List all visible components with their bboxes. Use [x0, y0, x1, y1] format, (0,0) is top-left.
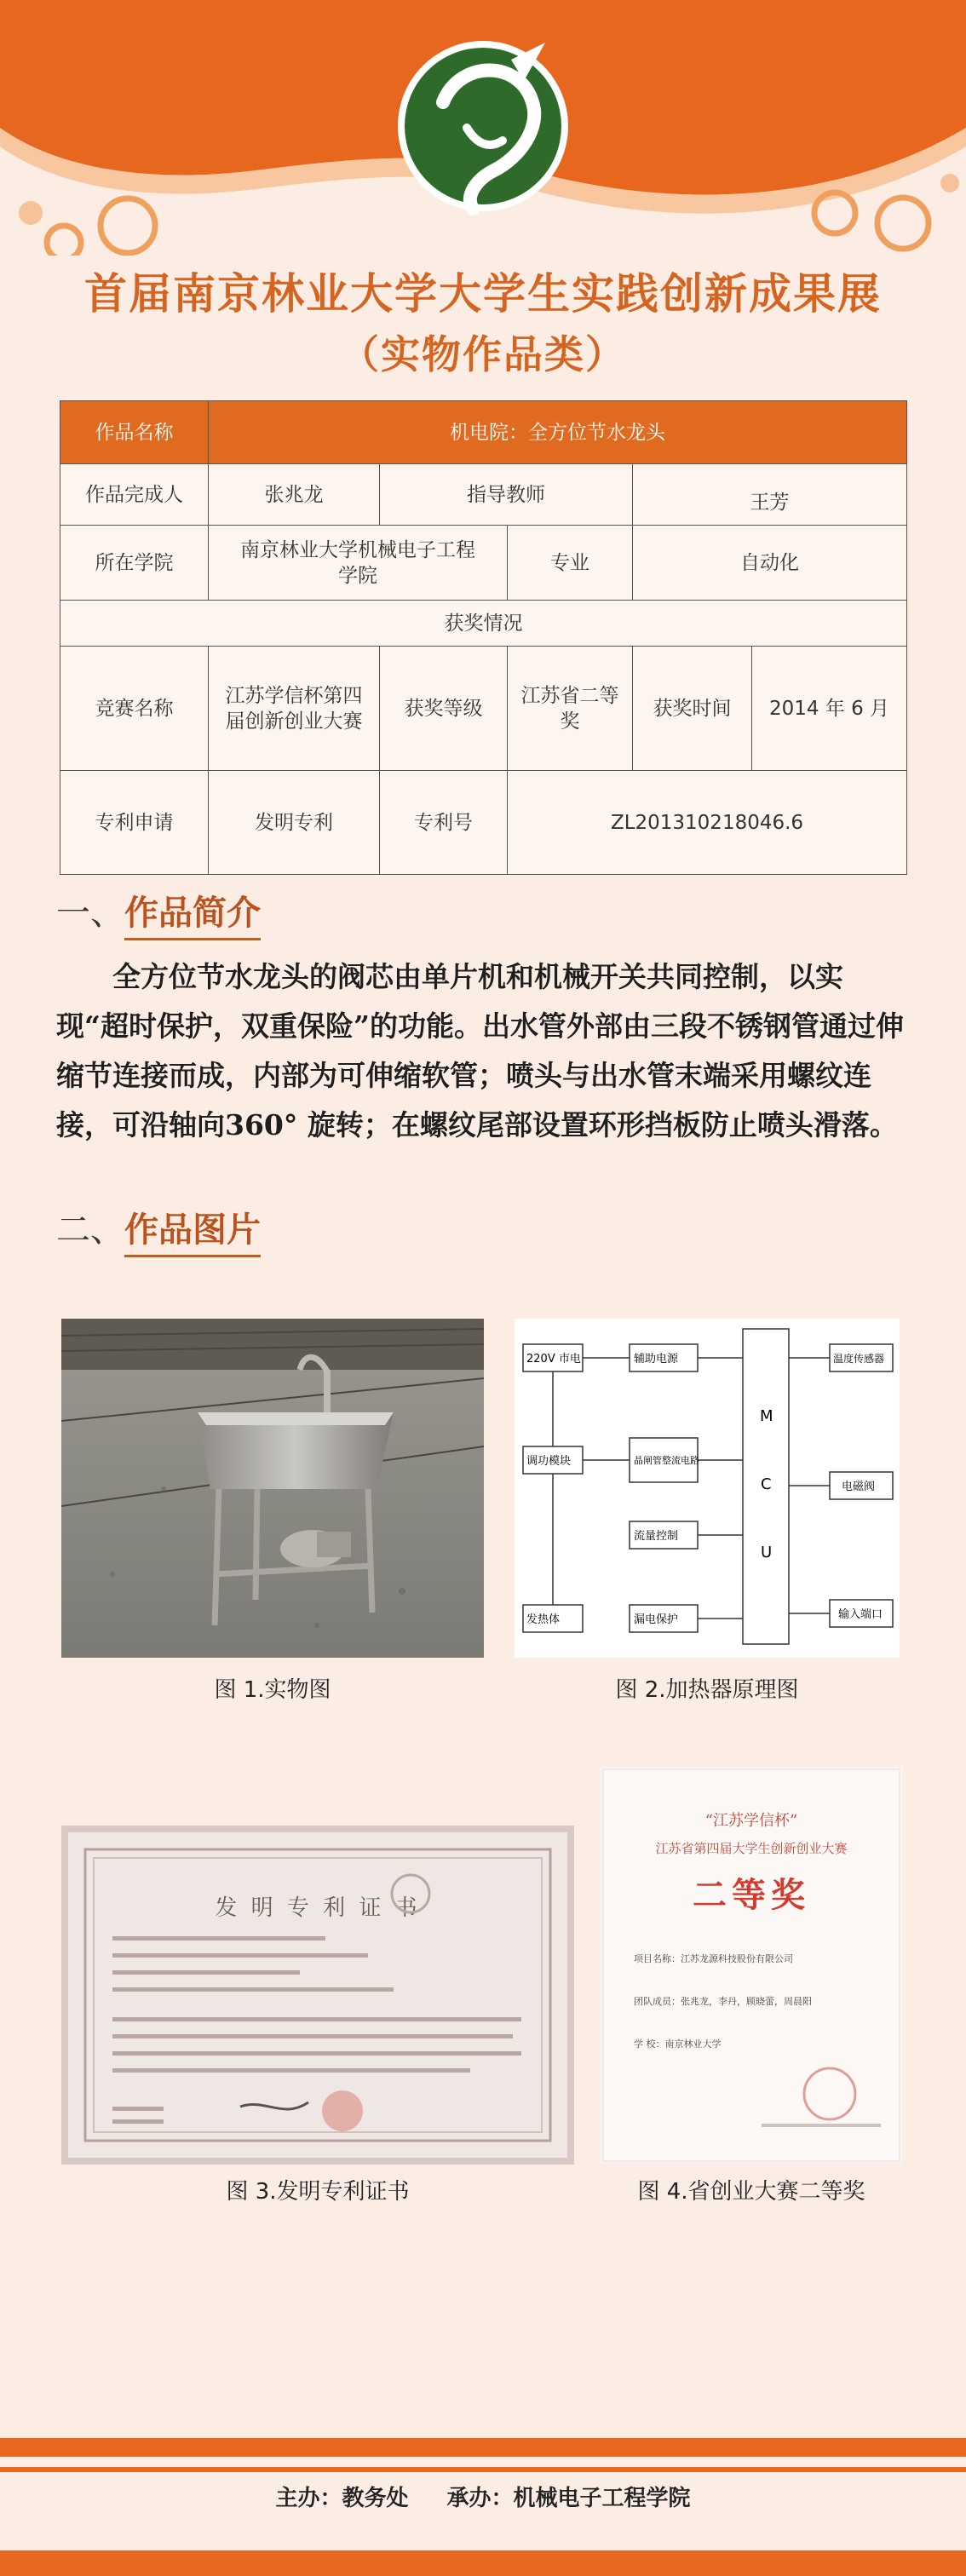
diagram-heater: 发热体: [526, 1613, 561, 1626]
major-value: 自动化: [633, 526, 907, 601]
figure-1-photo: [61, 1319, 484, 1658]
patent-no-label: 专利号: [380, 771, 508, 875]
diagram-mcu-c: C: [761, 1475, 772, 1493]
footer-band-bottom: [0, 2550, 966, 2576]
page-subtitle: （实物作品类）: [340, 331, 626, 377]
completer-label: 作品完成人: [60, 464, 209, 526]
diagram-mcu-m: M: [760, 1407, 773, 1425]
award-project: 项目名称：江苏龙源科技股份有限公司: [634, 1953, 793, 1964]
footer-band-top: [0, 2438, 966, 2457]
diagram-thyristor: 晶闸管整流电路: [634, 1455, 699, 1466]
figure-4-caption: 图 4.省创业大赛二等奖: [637, 2179, 865, 2205]
competition-label: 竞赛名称: [60, 647, 209, 771]
diagram-input-port: 输入端口: [838, 1608, 883, 1621]
diagram-aux-power: 辅助电源: [634, 1353, 679, 1366]
page-title: 首届南京林业大学大学生实践创新成果展: [84, 268, 882, 319]
college-label: 所在学院: [60, 526, 209, 601]
diagram-temp-sensor: 温度传感器: [833, 1353, 885, 1365]
diagram-regulator: 调功模块: [526, 1455, 572, 1468]
awards-label: 获奖情况: [60, 601, 907, 647]
major-label: 专业: [508, 526, 633, 601]
figure-1-caption: 图 1.实物图: [214, 1677, 331, 1703]
level-value: 江苏省二等奖: [508, 647, 633, 771]
advisor-value: 王芳: [633, 464, 907, 526]
section-intro-title: 作品简介: [124, 893, 261, 940]
award-level: 二等奖: [693, 1875, 810, 1915]
figure-3-certificate: [61, 1826, 574, 2165]
intro-paragraph: 全方位节水龙头的阀芯由单片机和机械开关共同控制，以实现“超时保护，双重保险”的功能。出水管外部由三段不锈钢管通过伸缩节连接而成，内部为可伸缩软管；喷头与出水管末端采用螺纹连接，可沿轴向360° 旋转；在螺纹尾部设置环形挡板防止喷头滑落。: [56, 960, 904, 1141]
time-value: 2014 年 6 月: [752, 647, 907, 771]
diagram-power: 220V 市电: [526, 1353, 581, 1366]
figure-2-caption: 图 2.加热器原理图: [615, 1677, 799, 1703]
work-name-value: 机电院：全方位节水龙头: [209, 401, 907, 464]
level-label: 获奖等级: [380, 647, 508, 771]
section-intro-number: 一、: [56, 894, 124, 933]
certificate-title: 发 明 专 利 证 书: [215, 1895, 421, 1921]
patent-label: 专利申请: [60, 771, 209, 875]
college-value: 南京林业大学机械电子工程学院: [209, 526, 508, 601]
award-line2: 江苏省第四届大学生创新创业大赛: [655, 1841, 848, 1856]
section-images-title: 作品图片: [124, 1210, 261, 1257]
header-decoration: [0, 0, 966, 256]
footer-organizer: 承办：机械电子工程学院: [446, 2486, 691, 2511]
figure-2-diagram: [515, 1319, 900, 1658]
award-line1: “江苏学信杯”: [704, 1812, 798, 1830]
time-label: 获奖时间: [633, 647, 752, 771]
footer-credits: [0, 2481, 966, 2512]
section-images-heading: [56, 1203, 261, 1251]
info-table: [60, 400, 907, 875]
award-team: 团队成员：张兆龙，李丹，顾晓蕾，周晨阳: [634, 1996, 812, 2007]
diagram-mcu-u: U: [761, 1544, 773, 1561]
section-intro-heading: [56, 886, 261, 934]
footer-band-thin: [0, 2467, 966, 2472]
competition-value: 江苏学信杯第四届创新创业大赛: [209, 647, 380, 771]
work-name-label: 作品名称: [60, 401, 209, 464]
diagram-flow-ctrl: 流量控制: [634, 1530, 679, 1543]
completer-value: 张兆龙: [209, 464, 380, 526]
figure-3-caption: 图 3.发明专利证书: [226, 2179, 410, 2205]
footer-host: 主办：教务处: [275, 2486, 409, 2511]
section-images-number: 二、: [56, 1210, 124, 1250]
patent-no-value: ZL201310218046.6: [508, 771, 907, 875]
university-logo: [398, 41, 568, 211]
figure-4-award: [600, 1766, 903, 2165]
diagram-leak-protect: 漏电保护: [634, 1613, 679, 1626]
advisor-label: 指导教师: [380, 464, 633, 526]
diagram-valve: 电磁阀: [842, 1481, 876, 1493]
patent-value: 发明专利: [209, 771, 380, 875]
award-school: 学 校：南京林业大学: [634, 2038, 722, 2050]
